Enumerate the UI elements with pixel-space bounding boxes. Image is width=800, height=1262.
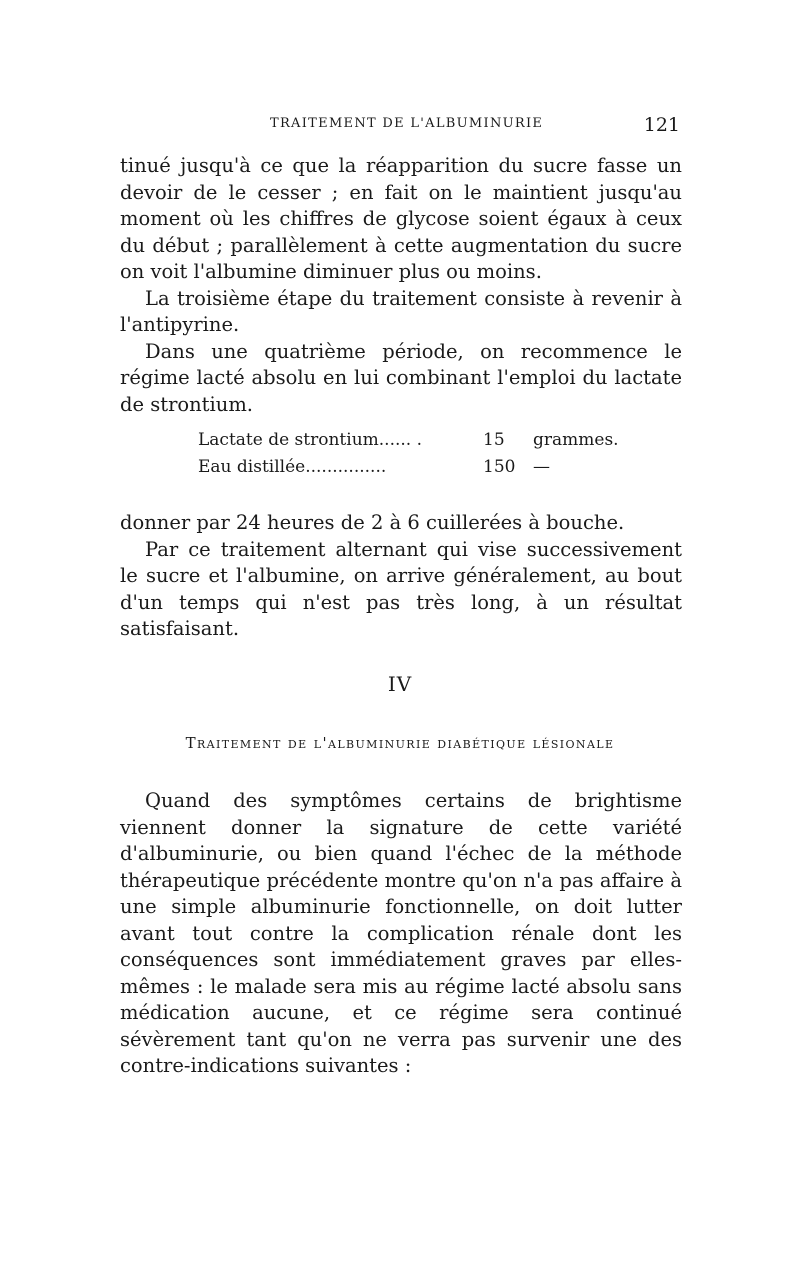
prescription-table <box>198 427 619 481</box>
text-block-bottom <box>120 788 682 1080</box>
paragraph: Dans une quatrième période, on recommence le régime lacté absolu en lui combinant l'emploi du lactate de strontium. <box>120 339 682 416</box>
paragraph: tinué jusqu'à ce que la réapparition du sucre fasse un devoir de le cesser ; en fait on le maintient jusqu'au moment où les chiffres de glycose soient égaux à ceux du début ; parallèlement à cette augmentation du sucre on voit l'albumine diminuer plus ou moins. <box>120 154 682 283</box>
text-block-middle <box>120 510 682 643</box>
text-block-top <box>120 153 682 418</box>
ingredient-name: Lactate de strontium...... . <box>198 430 422 450</box>
ingredient-quantity: 15 <box>483 430 505 450</box>
prescription-row <box>198 454 619 481</box>
running-title: TRAITEMENT DE L'ALBUMINURIE <box>270 116 544 131</box>
section-title: Traitement de l'albuminurie diabétique lésionale <box>185 734 615 752</box>
page-number: 121 <box>643 114 680 136</box>
paragraph: La troisième étape du traitement consiste à revenir à l'antipyrine. <box>120 286 682 336</box>
paragraph: Par ce traitement alternant qui vise successivement le sucre et l'albumine, on arrive généralement, au bout d'un temps qui n'est pas très long, à un résultat satisfaisant. <box>120 537 682 640</box>
running-head <box>120 114 680 138</box>
ingredient-unit: — <box>533 457 550 477</box>
section-number: IV <box>387 672 413 696</box>
paragraph: donner par 24 heures de 2 à 6 cuillerées à bouche. <box>120 511 625 534</box>
ingredient-name: Eau distillée............... <box>198 457 387 477</box>
paragraph: Quand des symptômes certains de brightisme viennent donner la signature de cette variété d'albuminurie, ou bien quand l'échec de la méthode thérapeutique précédente montre qu'on n'a pas affaire à une simple albuminurie fonctionnelle, on doit lutter avant tout contre la complication rénale dont les conséquences sont immédiatement graves par elles-mêmes : le malade sera mis au régime lacté absolu sans médication aucune, et ce régime sera continué sévèrement tant qu'on ne verra pas survenir une des contre-indications suivantes : <box>120 789 682 1077</box>
ingredient-quantity: 150 <box>483 457 516 477</box>
prescription-row <box>198 427 619 454</box>
ingredient-unit: grammes. <box>533 430 619 450</box>
